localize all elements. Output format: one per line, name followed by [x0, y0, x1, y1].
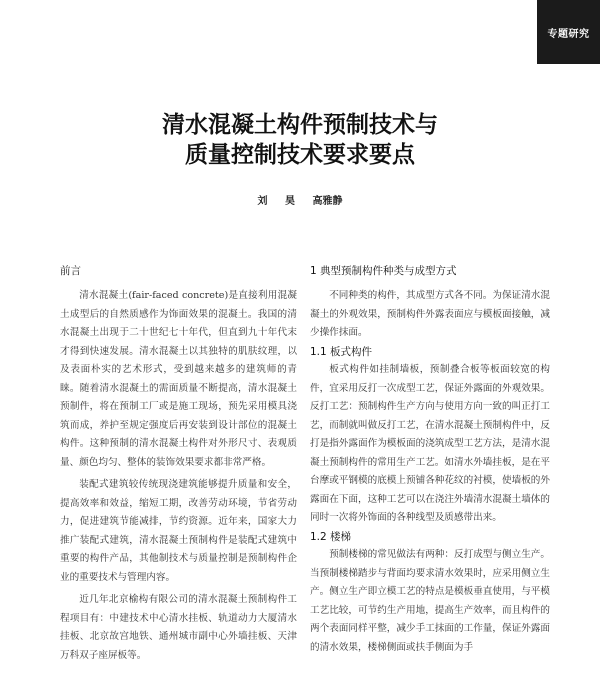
- article-authors: 刘 昊 高雅静: [257, 196, 343, 207]
- section-1-1-text: 板式构件如挂制墙板，预制叠合板等板面较宽的构件，宜采用反打一次成型工艺，保证外露面的外观效果。反打工艺：预制构件生产方向与使用方向一致的叫正打工艺，而制就叫做反打工艺，在清水混凝土预制构件中，反打是指外露面作为模板面的浇筑成型工艺方法，是清水混凝土预制构件的常用生产工艺。如清水外墙挂板，是在平台摩或平钢模的底模上预铺各种花纹的衬模，使墙板的外露面在下面，这种工艺可以在浇注外墙清水混凝土墙体的同时一次将外饰面的各种线型及质感带出来。: [310, 364, 550, 523]
- title-line-1: 清水混凝土构件预制技术与: [162, 112, 438, 138]
- section-1-1-heading: 1.1 板式构件: [310, 345, 373, 358]
- preface-paragraph-2: 装配式建筑较传统现浇建筑能够提升质量和安全，提高效率和效益，缩短工期，改善劳动环境，节省劳动力，促进建筑节能减排，节约资源。近年来，国家大力推广装配式建筑，清水混凝土预制构件是装配式建筑中重要的构件产品，其他制技术与质量控制是预制构件企业的重要技术与管理内容。: [60, 479, 297, 583]
- article-title: [0, 110, 600, 170]
- preface-paragraph-3: 近几年北京榆构有限公司的清水混凝土预制构件工程项目有：中建技术中心清水挂板、轨道动力大厦清水挂板、北京故宫地铁、通州城市副中心外墙挂板、天津万科双子座屏板等。: [60, 594, 297, 661]
- section-1-intro: 不同种类的构件，其成型方式各不同。为保证清水混凝土的外观效果，预制构件外露表面应与模板面接触，减少操作抹面。: [310, 290, 550, 338]
- title-line-2: 质量控制技术要求要点: [185, 142, 415, 168]
- section-1-2-text: 预制楼梯的常见做法有两种：反打成型与侧立生产。当预制楼梯踏步与背面均要求清水效果时，应采用侧立生产。侧立生产即立模工艺的特点是模板垂直使用，与平模工艺比较，可节约生产用地，提高生产效率，而且构件的两个表面同样平整，减少手工抹面的工作量，保证外露面的清水效果，楼梯侧面或扶手侧面为手: [310, 549, 550, 653]
- section-1-2-heading: 1.2 楼梯: [310, 530, 352, 543]
- preface-heading: 前言: [60, 265, 81, 277]
- left-column: [60, 262, 297, 665]
- preface-paragraph-1: 清水混凝土(fair-faced concrete)是直接利用混凝土成型后的自然质感作为饰面效果的混凝土。我国的清水混凝土出现于二十世纪七十年代，但直到九十年代末才得到快速发展。清水混凝土以其独特的肌肤纹理，以及表面朴实的艺术形式，受到越来越多的建筑师的青睐。随着清水混凝土的需面质量不断提高，清水混凝土预制件，将在预制工厂或是施工现场，预先采用模具浇筑而成，养护至规定强度后再安装到设计部位的混凝土构件。这种预制的清水混凝土构件对外形尺寸、表观质量、颜色均匀、整体的装饰效果要求都非常严格。: [60, 290, 297, 468]
- section-1-heading: 1 典型预制构件种类与成型方式: [310, 265, 457, 277]
- right-column: [310, 262, 550, 657]
- section-tab: 专题研究: [537, 0, 600, 64]
